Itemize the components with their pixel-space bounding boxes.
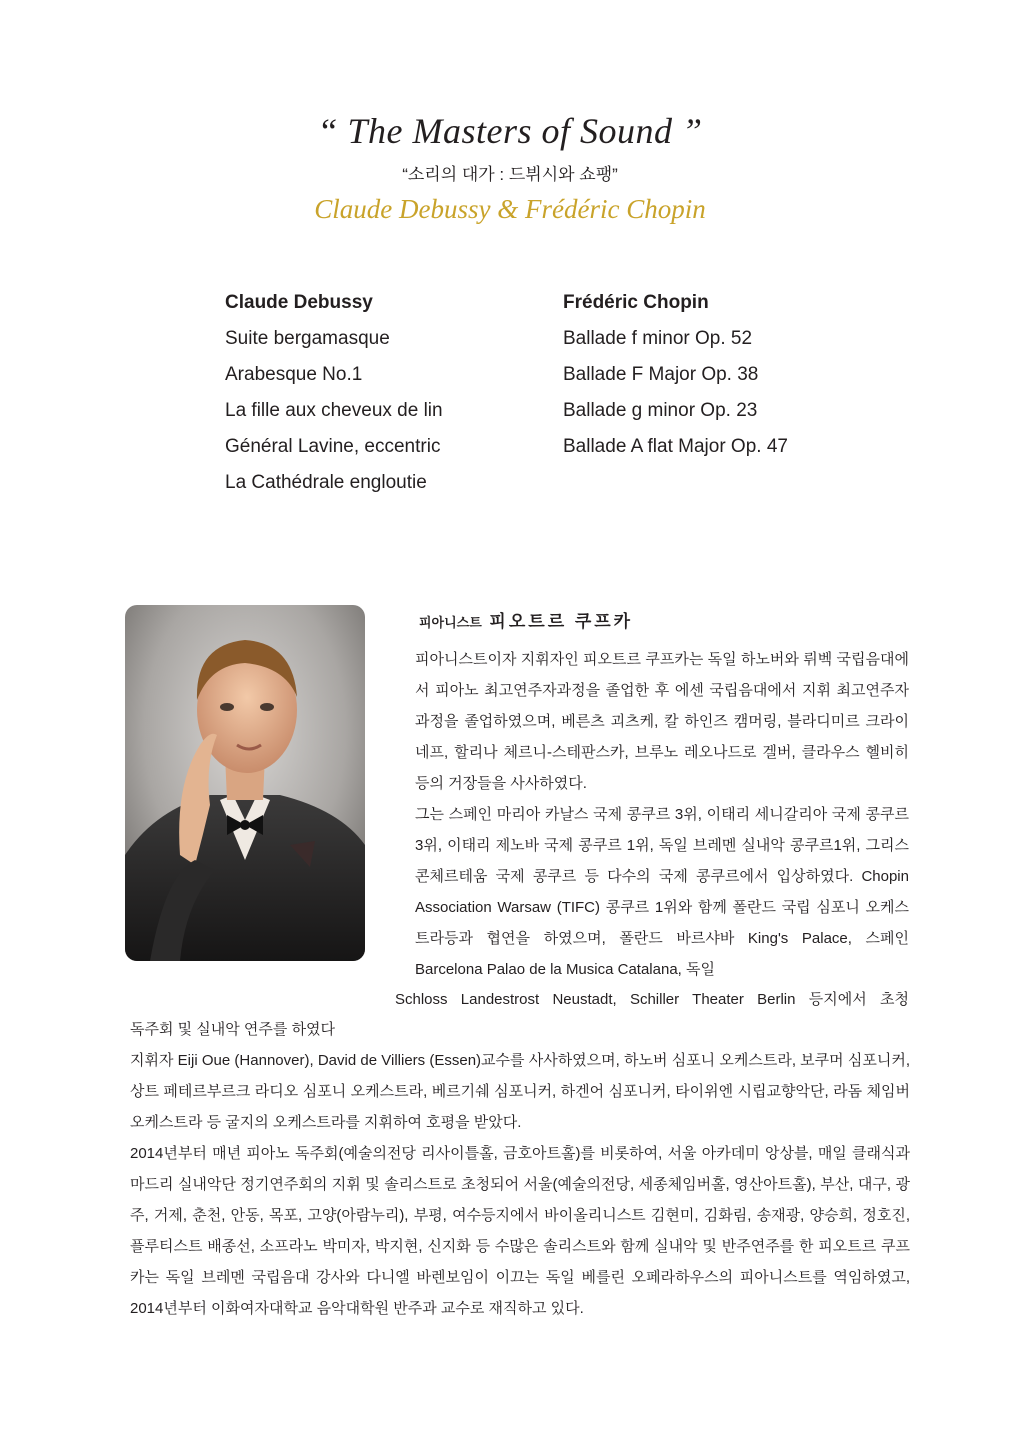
bio-paragraph: 피아니스트이자 지휘자인 피오트르 쿠프카는 독일 하노버와 뤼벡 국립음대에서 피아노 최고연주자과정을 졸업한 후 에센 국립음대에서 지휘 최고연주자과정을 졸업하였으며, 베른츠 괴츠케, 칼 하인즈 캠머링, 블라디미르 크라이네프, 할리나 체르니-스테판스카, 브루노 레오나드로 겔버, 클라우스 헬비히등의 거장들을 사사하였다.	[415, 651, 909, 792]
chopin-heading: Frédéric Chopin	[563, 292, 709, 313]
bio-paragraph: 지휘자 Eiji Oue (Hannover), David de Villiers (Essen)교수를 사사하였으며, 하노버 심포니 오케스트라, 보쿠머 심포니커, 상트 페테르부르크 라디오 심포니 오케스트라, 베르기쉐 심포니커, 하겐어 심포니커, 타이위엔 시립교향악단, 라돔 체임버오케스트라 등 굴지의 오케스트라를 지휘하여 호평을 받았다.	[130, 1052, 910, 1131]
bio-heading	[419, 607, 633, 632]
pianist-portrait	[125, 605, 365, 961]
debussy-program	[225, 285, 443, 501]
bio-paragraph: 독주회 및 실내악 연주를 하였다	[130, 1021, 336, 1038]
bio-text-wrapped	[415, 644, 909, 985]
bio-line: Schloss Landestrost Neustadt, Schiller Theater Berlin 등지에서 초청	[395, 991, 909, 1008]
chopin-piece: Ballade f minor Op. 52	[563, 328, 753, 349]
main-title: “ The Masters of Sound ”	[317, 111, 703, 151]
debussy-piece: Arabesque No.1	[225, 364, 363, 385]
debussy-piece: La fille aux cheveux de lin	[225, 400, 443, 421]
chopin-program	[563, 285, 788, 465]
bio-text-full	[130, 1014, 910, 1324]
debussy-piece: Suite bergamasque	[225, 328, 390, 349]
chopin-piece: Ballade F Major Op. 38	[563, 364, 759, 385]
bio-role: 피아니스트	[419, 615, 482, 630]
chopin-piece: Ballade A flat Major Op. 47	[563, 436, 788, 457]
composers-title: Claude Debussy & Frédéric Chopin	[314, 194, 706, 224]
bio-name: 피오트르 쿠프카	[489, 612, 634, 631]
debussy-heading: Claude Debussy	[225, 292, 373, 313]
bio-paragraph: 2014년부터 매년 피아노 독주회(예술의전당 리사이틀홀, 금호아트홀)를 비롯하여, 서울 아카데미 앙상블, 매일 클래식과 마드리 실내악단 정기연주회의 지휘 및 솔리스트로 초청되어 서울(예술의전당, 세종체임버홀, 영산아트홀), 부산, 대구, 광주, 거제, 춘천, 안동, 목포, 고양(아람누리), 부평, 여수등지에서 바이올리니스트 김현미, 김화림, 송재광, 양승희, 정호진, 플루티스트 배종선, 소프라노 박미자, 박지현, 신지화 등 수많은 솔리스트와 함께 실내악 및 반주연주를 한 피오트르 쿠프카는 독일 브레멘 국립음대 강사와 다니엘 바렌보임이 이끄는 독일 베를린 오페라하우스의 피아니스트를 역임하였고, 2014년부터 이화여자대학교 음악대학원 반주과 교수로 재직하고 있다.	[130, 1145, 910, 1317]
debussy-piece: La Cathédrale engloutie	[225, 472, 427, 493]
debussy-piece: Général Lavine, eccentric	[225, 436, 441, 457]
bio-paragraph: 그는 스페인 마리아 카날스 국제 콩쿠르 3위, 이태리 세니갈리아 국제 콩쿠르 3위, 이태리 제노바 국제 콩쿠르 1위, 독일 브레멘 실내악 콩쿠르1위, 그리스 콘체르테움 국제 콩쿠르 등 다수의 국제 콩쿠르에서 입상하였다. Chopin Association Warsaw (TIFC) 콩쿠르 1위와 함께 폴란드 국립 심포니 오케스트라등과 협연을 하였으며, 폴란드 바르샤바 King's Palace, 스페인 Barcelona Palao de la Musica Catalana, 독일	[415, 806, 909, 978]
korean-subtitle: “소리의 대가 : 드뷔시와 쇼팽”	[402, 165, 618, 184]
chopin-piece: Ballade g minor Op. 23	[563, 400, 758, 421]
